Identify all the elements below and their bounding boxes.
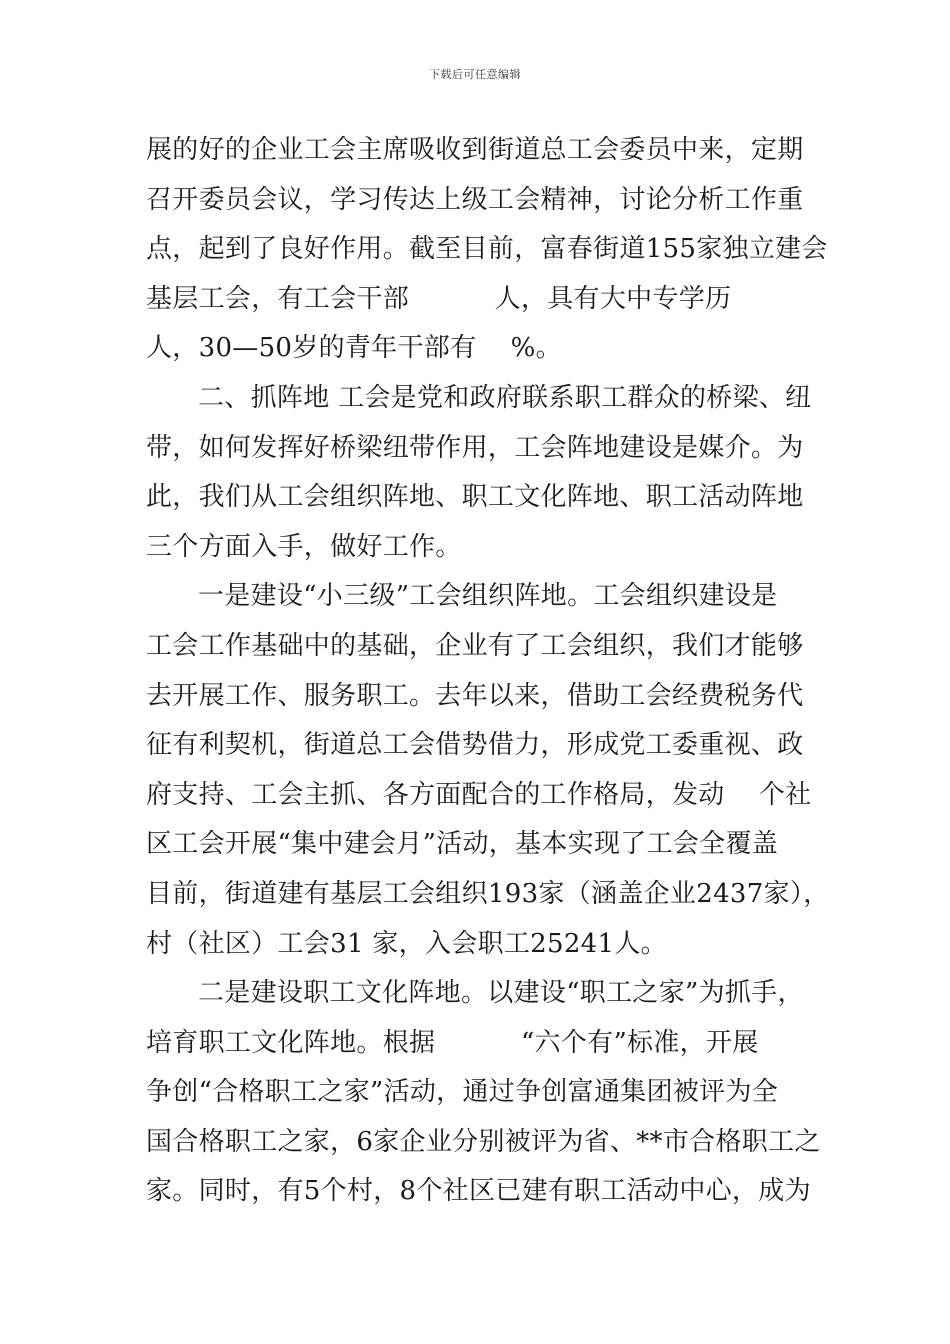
text-line: 争创“合格职工之家”活动，通过争创富通集团被评为全 [146, 1077, 779, 1108]
text-line: 带，如何发挥好桥梁纽带作用，工会阵地建设是媒介。为 [146, 432, 804, 463]
text-line: 家。同时，有5个村，8个社区已建有职工活动中心，成为 [146, 1176, 811, 1207]
text-line: 府支持、工会主抓、各方面配合的工作格局，发动 个社 [146, 779, 812, 810]
text-line: 基层工会，有工会干部 人，具有大中专学历 [146, 283, 732, 314]
paragraph-start-line: 一是建设“小三级”工会组织阵地。工会组织建设是 [198, 581, 778, 612]
text-line: 去开展工作、服务职工。去年以来，借助工会经费税务代 [146, 680, 804, 711]
text-line: 展的好的企业工会主席吸收到街道总工会委员中来，定期 [146, 135, 804, 165]
text-line: 工会工作基础中的基础，企业有了工会组织，我们才能够 [146, 630, 804, 661]
body-text [146, 130, 836, 1221]
text-line: 目前，街道建有基层工会组织193家（涵盖企业2437家）， [146, 878, 830, 909]
text-line: 村（社区）工会31 家，入会职工25241人。 [146, 928, 667, 959]
text-line: 点，起到了良好作用。截至目前，富春街道155家独立建会 [146, 234, 828, 265]
text-line: 国合格职工之家，6家企业分别被评为省、**市合格职工之 [146, 1126, 821, 1157]
text-line: 召开委员会议，学习传达上级工会精神，讨论分析工作重 [146, 184, 804, 215]
text-line: 三个方面入手，做好工作。 [146, 531, 462, 562]
text-line: 区工会开展“集中建会月”活动，基本实现了工会全覆盖 [146, 829, 779, 860]
text-line: 培育职工文化阵地。根据 “六个有”标准，开展 [146, 1027, 759, 1058]
text-line: 征有利契机，街道总工会借势借力，形成党工委重视、政 [146, 730, 804, 761]
text-line: 人，30—50岁的青年干部有 %。 [146, 333, 562, 364]
paragraph-start-line: 二、抓阵地 工会是党和政府联系职工群众的桥梁、纽 [198, 382, 812, 413]
paragraph-start-line: 二是建设职工文化阵地。以建设“职工之家”为抓手， [198, 978, 804, 1009]
page-header: 下载后可任意编辑 [429, 68, 521, 81]
text-line: 此，我们从工会组织阵地、职工文化阵地、职工活动阵地 [146, 482, 804, 513]
